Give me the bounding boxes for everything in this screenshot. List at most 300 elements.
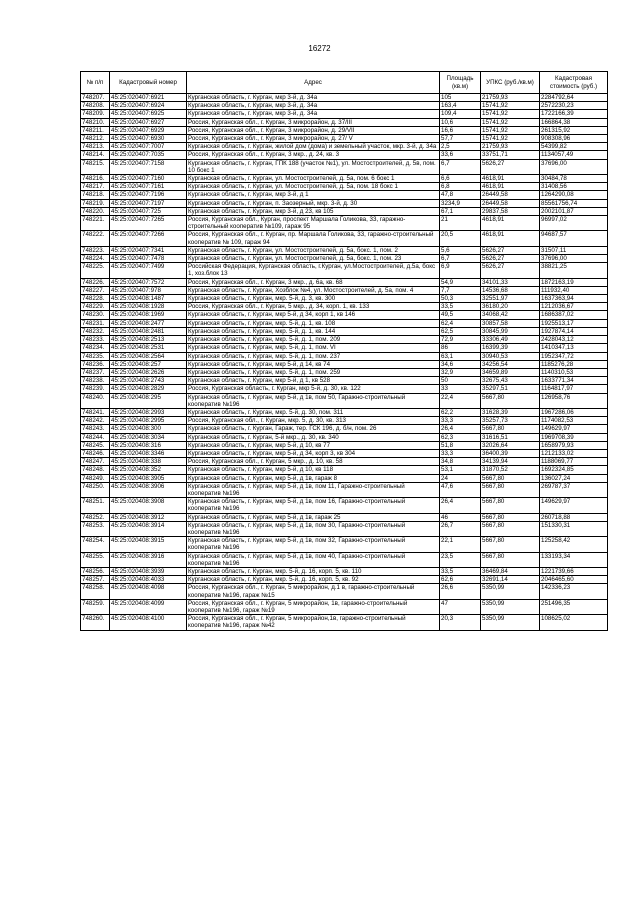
area-cell: 34,8 (440, 458, 481, 466)
cadastral-number: 45:25:020407:7478 (110, 255, 187, 263)
row-number: 748234. (81, 344, 110, 352)
area-cell: 47,8 (440, 191, 481, 199)
address-cell: Россия, Курганская обл., Курган, проспект Маршала Голикова, 33, гаражно-строительный кооператив №109, гараж 95 (187, 216, 440, 231)
address-cell: Курганская область, г. Курган, мкр 5-й, д 1в, гараж 25 (187, 513, 440, 521)
table-row (81, 584, 608, 599)
row-number: 748218. (81, 191, 110, 199)
cadastral-number: 45:25:020408:295 (110, 393, 187, 408)
table-row (81, 94, 608, 102)
row-number: 748260. (81, 615, 110, 630)
address-cell: Курганская область, г. Курган, мкр. 5-й, д. 1, пом. VI (187, 344, 440, 352)
table-row (81, 110, 608, 118)
table-row (81, 199, 608, 207)
area-cell: 16,6 (440, 126, 481, 134)
row-number: 748237. (81, 368, 110, 376)
table-row (81, 385, 608, 393)
row-number: 748240. (81, 393, 110, 408)
address-cell: Курганская область, г. Курган, мкр. 5-й, д. 16, корп. 5, кв. 110 (187, 567, 440, 575)
address-cell: Курганская область, г. Курган, Гараж, тер. ГСК 196, д. б/н, пом. 26 (187, 425, 440, 433)
table-row (81, 567, 608, 575)
cost-cell: 1264290,08 (540, 191, 608, 199)
table-row (81, 482, 608, 497)
upks-cell: 5626,27 (481, 246, 540, 254)
cadastral-number: 45:25:020408:2626 (110, 368, 187, 376)
cost-cell: 136027,24 (540, 474, 608, 482)
address-cell: Россия, Курганская обл., г. Курган, 5 микрорайон, 1в, гаражно-строительный кооператив №196, гараж №19 (187, 599, 440, 614)
area-cell: 6,6 (440, 175, 481, 183)
upks-cell: 36180,20 (481, 303, 540, 311)
area-cell: 26,4 (440, 498, 481, 513)
address-cell: Курганская область, г. Курган, мкр. 5-й, д. 1, пом. 259 (187, 368, 440, 376)
table-row (81, 151, 608, 159)
address-cell: Российская Федерация, Курганская область, г.Курган, ул.Мостостроителей, д.5а, бокс 1, хоз.блок 13 (187, 263, 440, 278)
cost-cell: 269787,37 (540, 482, 608, 497)
area-cell: 33,3 (440, 417, 481, 425)
cost-cell: 1967286,06 (540, 408, 608, 416)
row-number: 748256. (81, 567, 110, 575)
row-number: 748245. (81, 441, 110, 449)
cost-cell: 2284792,64 (540, 94, 608, 102)
upks-cell: 5626,27 (481, 255, 540, 263)
upks-cell: 5667,80 (481, 521, 540, 536)
table-row (81, 344, 608, 352)
cost-cell: 54399,82 (540, 143, 608, 151)
table-row (81, 286, 608, 294)
address-cell: Россия, Курганская обл., г. Курган, 5 микрорайон,1в, гаражно-строительный кооператив №196, гараж №42 (187, 615, 440, 630)
area-cell: 62,5 (440, 327, 481, 335)
address-cell: Курганская область, г. Курган, мкр 3-й, д. 34а (187, 102, 440, 110)
table-row (81, 263, 608, 278)
cadastral-number: 45:25:020408:3906 (110, 482, 187, 497)
row-number: 748208. (81, 102, 110, 110)
cost-cell: 1140310,53 (540, 368, 608, 376)
header-cost: Кадастровая стоимость (руб.) (540, 72, 608, 94)
address-cell: Курганская область, г. Курган, мкр 5-й, д 1в, пом 11, Гаражно-строительный кооператив №196 (187, 482, 440, 497)
area-cell: 33,5 (440, 567, 481, 575)
area-cell: 33,6 (440, 151, 481, 159)
cadastral-number: 45:25:020408:1928 (110, 303, 187, 311)
table-row (81, 102, 608, 110)
cost-cell: 1164817,97 (540, 385, 608, 393)
cadastral-number: 45:25:020408:3346 (110, 449, 187, 457)
table-row (81, 417, 608, 425)
cadastral-number: 45:25:020408:4099 (110, 599, 187, 614)
cost-cell: 2572230,23 (540, 102, 608, 110)
table-row (81, 159, 608, 174)
cadastral-number: 45:25:020407:725 (110, 207, 187, 215)
cadastral-number: 45:25:020407:7341 (110, 246, 187, 254)
cadastral-number: 45:25:020407:7572 (110, 278, 187, 286)
area-cell: 109,4 (440, 110, 481, 118)
upks-cell: 30857,58 (481, 319, 540, 327)
address-cell: Курганская область, г. Курган, ул. Мостостроителей, д. 5а, пом. 6 бокс 1 (187, 175, 440, 183)
upks-cell: 26449,58 (481, 199, 540, 207)
row-number: 748255. (81, 552, 110, 567)
table-row (81, 231, 608, 246)
table-row (81, 255, 608, 263)
address-cell: Курганская область, г. Курган, мкр 5-й, д 14, кв 74 (187, 360, 440, 368)
upks-cell: 15741,92 (481, 118, 540, 126)
upks-cell: 5667,80 (481, 552, 540, 567)
cadastral-number: 45:25:020408:2564 (110, 352, 187, 360)
table-row (81, 278, 608, 286)
area-cell: 54,9 (440, 278, 481, 286)
address-cell: Россия, Курганская обл., г. Курган, 5 мкр., д. 34, корп. 1, кв. 133 (187, 303, 440, 311)
header-cadastral: Кадастровый номер (110, 72, 187, 94)
upks-cell: 32551,97 (481, 295, 540, 303)
cadastral-number: 45:25:020408:352 (110, 466, 187, 474)
upks-cell: 36400,39 (481, 449, 540, 457)
cost-cell: 96997,02 (540, 216, 608, 231)
cost-cell: 1188069,77 (540, 458, 608, 466)
cost-cell: 1637363,94 (540, 295, 608, 303)
upks-cell: 35257,73 (481, 417, 540, 425)
table-row (81, 336, 608, 344)
table-row (81, 393, 608, 408)
area-cell: 33,5 (440, 303, 481, 311)
cost-cell: 1658979,93 (540, 441, 608, 449)
upks-cell: 32026,64 (481, 441, 540, 449)
cost-cell: 2428043,12 (540, 336, 608, 344)
row-number: 748249. (81, 474, 110, 482)
cost-cell: 125258,42 (540, 537, 608, 552)
upks-cell: 16399,39 (481, 344, 540, 352)
cost-cell: 142336,23 (540, 584, 608, 599)
table-row (81, 295, 608, 303)
address-cell: Курганская область, г. Курган, мкр 5-й, д 1в, пом 32, Гаражно-строительный кооператив №196 (187, 537, 440, 552)
cadastral-number: 45:25:020408:300 (110, 425, 187, 433)
area-cell: 46 (440, 513, 481, 521)
table-row (81, 449, 608, 457)
table-row (81, 327, 608, 335)
row-number: 748225. (81, 263, 110, 278)
cadastral-number: 45:25:020407:6921 (110, 94, 187, 102)
row-number: 748224. (81, 255, 110, 263)
area-cell: 53,1 (440, 466, 481, 474)
cadastral-table (80, 71, 608, 631)
upks-cell: 15741,92 (481, 102, 540, 110)
table-row (81, 615, 608, 630)
cadastral-number: 45:25:020408:338 (110, 458, 187, 466)
cost-cell: 1925513,17 (540, 319, 608, 327)
table-row (81, 352, 608, 360)
table-row (81, 319, 608, 327)
upks-cell: 5350,99 (481, 584, 540, 599)
address-cell: Курганская область, г. Курган, мкр. 5-й, д. 1, кв. 108 (187, 319, 440, 327)
upks-cell: 33751,71 (481, 151, 540, 159)
upks-cell: 34068,42 (481, 311, 540, 319)
area-cell: 63,1 (440, 352, 481, 360)
row-number: 748217. (81, 183, 110, 191)
header-address: Адрес (187, 72, 440, 94)
address-cell: Курганская область, г. Курган, мкр 5-й, д 1в, пом 40, Гаражно-строительный кооператив №196 (187, 552, 440, 567)
row-number: 748242. (81, 417, 110, 425)
cadastral-number: 45:25:020408:3916 (110, 552, 187, 567)
cadastral-number: 45:25:020408:2477 (110, 319, 187, 327)
area-cell: 24 (440, 474, 481, 482)
row-number: 748252. (81, 513, 110, 521)
address-cell: Курганская область, г. Курган, ГПК 188 (участок №1), ул. Мостостроителей, д. 5в, пом. 10 бокс 1 (187, 159, 440, 174)
table-body (81, 94, 608, 631)
address-cell: Курганская область, г. Курган, мкр 5-й, д 1в, пом 50, Гаражно-строительный кооператив №196 (187, 393, 440, 408)
area-cell: 67,1 (440, 207, 481, 215)
address-cell: Курганская область, г. Курган, ул. Мостостроителей, д. 5а, бокс. 1, пом. 23 (187, 255, 440, 263)
upks-cell: 34659,89 (481, 368, 540, 376)
upks-cell: 34139,94 (481, 458, 540, 466)
address-cell: Россия, Курганская обл., г. Курган, пр. Маршала Голикова, 33, гаражно-строительный кооператив № 109, гараж 94 (187, 231, 440, 246)
table-row (81, 425, 608, 433)
area-cell: 5,6 (440, 246, 481, 254)
address-cell: Курганская область, г. Курган, мкр. 5-й, д. 1, пом. 237 (187, 352, 440, 360)
row-number: 748215. (81, 159, 110, 174)
table-row (81, 360, 608, 368)
row-number: 748247. (81, 458, 110, 466)
address-cell: Курганская область, г. Курган, Хозблок №4, ул. Мостостроителей, д. 5а, пом. 4 (187, 286, 440, 294)
cost-cell: 1221739,66 (540, 567, 608, 575)
area-cell: 20,5 (440, 231, 481, 246)
table-row (81, 368, 608, 376)
cost-cell: 1212036,67 (540, 303, 608, 311)
address-cell: Курганская область, г. Курган, мкр 3-й, д. 34а (187, 110, 440, 118)
upks-cell: 14536,68 (481, 286, 540, 294)
table-header-row (81, 72, 608, 94)
cadastral-number: 45:25:020408:2481 (110, 327, 187, 335)
area-cell: 6,9 (440, 263, 481, 278)
row-number: 748238. (81, 377, 110, 385)
table-row (81, 183, 608, 191)
row-number: 748253. (81, 521, 110, 536)
area-cell: 6,7 (440, 255, 481, 263)
cost-cell: 260718,88 (540, 513, 608, 521)
cadastral-number: 45:25:020408:4098 (110, 584, 187, 599)
cost-cell: 908308,96 (540, 135, 608, 143)
cadastral-number: 45:25:020408:3939 (110, 567, 187, 575)
upks-cell: 5667,80 (481, 537, 540, 552)
cadastral-number: 45:25:020408:1969 (110, 311, 187, 319)
upks-cell: 32675,43 (481, 377, 540, 385)
address-cell: Курганская область, г. Курган, мкр. 5-й, д. 1, кв. 144 (187, 327, 440, 335)
address-cell: Курганская область, г. Курган, мкр 5-й, д 34, корп 1, кв 146 (187, 311, 440, 319)
address-cell: Курганская область, г. Курган, мкр. 5-й, д. 16, корп. 5, кв. 92 (187, 576, 440, 584)
area-cell: 33,3 (440, 449, 481, 457)
cost-cell: 1410347,13 (540, 344, 608, 352)
row-number: 748222. (81, 231, 110, 246)
row-number: 748230. (81, 311, 110, 319)
table-row (81, 576, 608, 584)
address-cell: Курганская область, г. Курган, мкр. 5-й, д. 30, пом. 311 (187, 408, 440, 416)
table-row (81, 408, 608, 416)
area-cell: 163,4 (440, 102, 481, 110)
address-cell: Курганская область, г. Курган, мкр 3-й, д 23, кв 105 (187, 207, 440, 215)
row-number: 748216. (81, 175, 110, 183)
header-upks: УПКС (руб./кв.м) (481, 72, 540, 94)
cost-cell: 1633771,34 (540, 377, 608, 385)
address-cell: Россия, Курганская обл., г. Курган, 5 микрорайон, д.1 в, гаражно-строительный кооператив №196, гараж №15 (187, 584, 440, 599)
cost-cell: 1212133,02 (540, 449, 608, 457)
area-cell: 22,4 (440, 393, 481, 408)
address-cell: Курганская область, г. Курган, 5-й мкр., д. 30, кв. 340 (187, 433, 440, 441)
cadastral-number: 45:25:020408:3034 (110, 433, 187, 441)
cadastral-number: 45:25:020407:6929 (110, 126, 187, 134)
cadastral-number: 45:25:020408:3908 (110, 498, 187, 513)
address-cell: Курганская область, г. Курган, мкр 5-й, д 34, корп 3, кв 304 (187, 449, 440, 457)
row-number: 748209. (81, 110, 110, 118)
cost-cell: 37696,00 (540, 159, 608, 174)
address-cell: Курганская область, г. Курган, мкр. 5-й, д. 1, пом. 209 (187, 336, 440, 344)
upks-cell: 5667,80 (481, 425, 540, 433)
table-row (81, 441, 608, 449)
cost-cell: 133193,34 (540, 552, 608, 567)
address-cell: Курганская область, г. Курган, мкр 5-й, д 1в, гараж 8 (187, 474, 440, 482)
cost-cell: 111932,40 (540, 286, 608, 294)
cost-cell: 2046465,60 (540, 576, 608, 584)
upks-cell: 35297,51 (481, 385, 540, 393)
cost-cell: 261315,92 (540, 126, 608, 134)
area-cell: 26,7 (440, 521, 481, 536)
cost-cell: 37696,00 (540, 255, 608, 263)
cost-cell: 126958,76 (540, 393, 608, 408)
row-number: 748258. (81, 584, 110, 599)
cadastral-number: 45:25:020408:2743 (110, 377, 187, 385)
row-number: 748246. (81, 449, 110, 457)
upks-cell: 21759,93 (481, 143, 540, 151)
address-cell: Курганская область, г. Курган, мкр 3-й, д. 34а (187, 94, 440, 102)
address-cell: Россия, Курганская обл., г. Курган, 3 микрорайон, д. 37/III (187, 118, 440, 126)
cadastral-number: 45:25:020408:2531 (110, 344, 187, 352)
address-cell: Курганская область, г. Курган, мкр 5-й, д 1, кв 528 (187, 377, 440, 385)
cadastral-number: 45:25:020407:6924 (110, 102, 187, 110)
address-cell: Курганская область, г. Курган, мкр 5-й, д 1в, пом 16, Гаражно-строительный кооператив №196 (187, 498, 440, 513)
area-cell: 62,6 (440, 576, 481, 584)
row-number: 748211. (81, 126, 110, 134)
upks-cell: 15741,92 (481, 110, 540, 118)
row-number: 748210. (81, 118, 110, 126)
area-cell: 23,5 (440, 552, 481, 567)
table-row (81, 135, 608, 143)
row-number: 748257. (81, 576, 110, 584)
row-number: 748251. (81, 498, 110, 513)
area-cell: 6,8 (440, 183, 481, 191)
row-number: 748254. (81, 537, 110, 552)
address-cell: Россия, Курганская обл., г. Курган, 3 микрорайон, д. 27/ V (187, 135, 440, 143)
cadastral-number: 45:25:020408:2829 (110, 385, 187, 393)
cost-cell: 149629,97 (540, 498, 608, 513)
cost-cell: 1692324,85 (540, 466, 608, 474)
upks-cell: 5626,27 (481, 159, 540, 174)
cadastral-number: 45:25:020407:7265 (110, 216, 187, 231)
cadastral-number: 45:25:020408:1487 (110, 295, 187, 303)
cadastral-number: 45:25:020407:7160 (110, 175, 187, 183)
cadastral-number: 45:25:020407:6930 (110, 135, 187, 143)
address-cell: Курганская область, г. Курган, п. Заозерный, мкр. 3-й, д. 30 (187, 199, 440, 207)
cadastral-number: 45:25:020407:7158 (110, 159, 187, 174)
cost-cell: 149629,97 (540, 425, 608, 433)
cost-cell: 2002101,87 (540, 207, 608, 215)
table-row (81, 246, 608, 254)
cost-cell: 251496,35 (540, 599, 608, 614)
table-row (81, 513, 608, 521)
row-number: 748219. (81, 199, 110, 207)
row-number: 748228. (81, 295, 110, 303)
cadastral-number: 45:25:020408:2513 (110, 336, 187, 344)
upks-cell: 4618,91 (481, 231, 540, 246)
address-cell: Россия, Курганская обл., г. Курган, 5 мкр., д. 10, кв. 58 (187, 458, 440, 466)
upks-cell: 29837,58 (481, 207, 540, 215)
row-number: 748241. (81, 408, 110, 416)
table-row (81, 537, 608, 552)
table-row (81, 458, 608, 466)
row-number: 748233. (81, 336, 110, 344)
table-row (81, 303, 608, 311)
cadastral-number: 45:25:020407:7161 (110, 183, 187, 191)
table-row (81, 207, 608, 215)
table-row (81, 498, 608, 513)
cost-cell: 85561756,74 (540, 199, 608, 207)
table-row (81, 466, 608, 474)
row-number: 748235. (81, 352, 110, 360)
cadastral-number: 45:25:020407:6927 (110, 118, 187, 126)
address-cell: Россия, Курганская обл., г. Курган, 3 мкр., д. 24, кв. 3 (187, 151, 440, 159)
upks-cell: 34256,54 (481, 360, 540, 368)
page-number: 16272 (308, 44, 331, 53)
row-number: 748229. (81, 303, 110, 311)
cadastral-number: 45:25:020408:2993 (110, 408, 187, 416)
upks-cell: 21759,93 (481, 94, 540, 102)
area-cell: 62,2 (440, 408, 481, 416)
table-row (81, 521, 608, 536)
cadastral-number: 45:25:020407:7266 (110, 231, 187, 246)
row-number: 748236. (81, 360, 110, 368)
cost-cell: 1185276,28 (540, 360, 608, 368)
cadastral-number: 45:25:020407:6925 (110, 110, 187, 118)
cost-cell: 31507,11 (540, 246, 608, 254)
upks-cell: 32691,14 (481, 576, 540, 584)
area-cell: 6,7 (440, 159, 481, 174)
row-number: 748259. (81, 599, 110, 614)
upks-cell: 4618,91 (481, 183, 540, 191)
upks-cell: 5667,80 (481, 474, 540, 482)
cost-cell: 1927874,14 (540, 327, 608, 335)
cadastral-number: 45:25:020408:3915 (110, 537, 187, 552)
table-row (81, 552, 608, 567)
row-number: 748248. (81, 466, 110, 474)
upks-cell: 30940,53 (481, 352, 540, 360)
row-number: 748239. (81, 385, 110, 393)
address-cell: Курганская область, г. Курган, мкр 3-й, д 1 (187, 191, 440, 199)
area-cell: 49,5 (440, 311, 481, 319)
cadastral-number: 45:25:020407:978 (110, 286, 187, 294)
table-row (81, 143, 608, 151)
area-cell: 22,1 (440, 537, 481, 552)
table-row (81, 474, 608, 482)
cadastral-number: 45:25:020408:2995 (110, 417, 187, 425)
area-cell: 21 (440, 216, 481, 231)
upks-cell: 5626,27 (481, 263, 540, 278)
header-area: Площадь (кв.м) (440, 72, 481, 94)
row-number: 748227. (81, 286, 110, 294)
address-cell: Курганская область, г. Курган, ул. Мостостроителей, д. 5а, бокс. 1, пом. 2 (187, 246, 440, 254)
area-cell: 86 (440, 344, 481, 352)
area-cell: 47,6 (440, 482, 481, 497)
row-number: 748231. (81, 319, 110, 327)
row-number: 748232. (81, 327, 110, 335)
upks-cell: 36469,84 (481, 567, 540, 575)
address-cell: Курганская область, г. Курган, мкр. 5-й, д. 3, кв. 300 (187, 295, 440, 303)
table-row (81, 599, 608, 614)
upks-cell: 30845,99 (481, 327, 540, 335)
cadastral-number: 45:25:020407:7197 (110, 199, 187, 207)
area-cell: 51,8 (440, 441, 481, 449)
